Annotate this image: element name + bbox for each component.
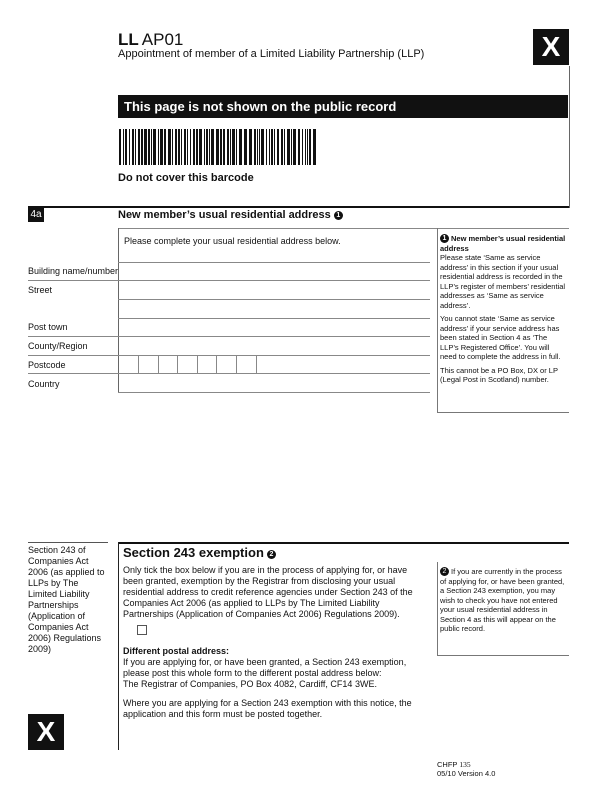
barcode-bar: [125, 129, 127, 165]
different-postal-address-body: If you are applying for, or have been granted, a Section 243 exemption, please post this whole form to the different postal address below: The Registrar of Companies, PO Box 4082, Cardiff, CF14 3WE.: [123, 657, 407, 689]
barcode-bar: [287, 129, 290, 165]
barcode-bar: [309, 129, 311, 165]
barcode-bar: [269, 129, 270, 165]
barcode-bar: [144, 129, 147, 165]
barcode-bar: [236, 129, 237, 165]
s243-side-rule: [28, 542, 108, 543]
postcode-input[interactable]: [28, 373, 430, 374]
barcode-bar: [138, 129, 140, 165]
barcode: [119, 129, 319, 165]
barcode-bar: [148, 129, 150, 165]
postcode-box-divider: [138, 355, 139, 373]
barcode-bar: [220, 129, 222, 165]
postcode-box-divider: [256, 355, 257, 373]
s243-exemption-checkbox[interactable]: [137, 625, 147, 635]
barcode-bar: [232, 129, 235, 165]
barcode-bar: [158, 129, 159, 165]
field-column-rule: [118, 228, 119, 392]
note-1-icon: 1: [440, 234, 449, 243]
building-label: Building name/number: [28, 266, 119, 276]
field-line: [118, 262, 430, 263]
s243-body: Only tick the box below if you are in the process of applying for, or have been granted, exemption by the Registrar from disclosing your usual residential address to credit reference agencies under Section 243 of the Companies Act 2006 (as applied to LLPs by The Limited Liability Partnerships (Application of Companies Act 2006) Regulations 2009).: [123, 565, 413, 619]
form-version: CHFP 135 05/10 Version 4.0: [437, 760, 496, 778]
barcode-bar: [305, 129, 306, 165]
barcode-bar: [193, 129, 195, 165]
street-input-line-1[interactable]: [118, 299, 430, 300]
barcode-bar: [190, 129, 191, 165]
barcode-note: Do not cover this barcode: [118, 172, 254, 184]
note-2-icon: 2: [267, 550, 276, 559]
barcode-bar: [196, 129, 198, 165]
barcode-bar: [254, 129, 256, 165]
postcode-box-divider: [177, 355, 178, 373]
form-code: LL AP01: [118, 30, 184, 49]
barcode-bar: [123, 129, 124, 165]
barcode-bar: [129, 129, 130, 165]
barcode-bar: [168, 129, 171, 165]
country-input[interactable]: [118, 392, 430, 393]
s243-left-rule: [118, 542, 119, 750]
barcode-bar: [172, 129, 173, 165]
s243-side-note: Section 243 of Companies Act 2006 (as applied to LLPs by The Limited Liability Partnerships (Application of Companies Act 2006) Regulations 2009): [28, 545, 105, 654]
barcode-bar: [211, 129, 214, 165]
barcode-bar: [178, 129, 180, 165]
barcode-bar: [277, 129, 279, 165]
postcode-box-divider: [158, 355, 159, 373]
barcode-bar: [293, 129, 296, 165]
note-2-text: 2 If you are currently in the process of applying for, or have been granted, a Section 243 exemption, you may wish to check you have not entered your usual residential address in Section 4 as this will appear on the public record.: [440, 567, 565, 633]
postcode-box-divider: [197, 355, 198, 373]
barcode-bar: [261, 129, 264, 165]
postcode-label: Postcode: [28, 360, 66, 370]
barcode-bar: [206, 129, 208, 165]
barcode-bar: [291, 129, 292, 165]
barcode-bar: [164, 129, 166, 165]
public-record-banner: This page is not shown on the public record: [118, 95, 568, 118]
barcode-bar: [259, 129, 260, 165]
x-mark-top: X: [533, 29, 569, 65]
barcode-bar: [132, 129, 134, 165]
section-tag: 4a: [28, 208, 44, 222]
barcode-bar: [199, 129, 202, 165]
postcode-box-divider: [236, 355, 237, 373]
barcode-bar: [184, 129, 186, 165]
county-input[interactable]: [28, 355, 430, 356]
barcode-bar: [239, 129, 242, 165]
barcode-bar: [181, 129, 182, 165]
barcode-bar: [257, 129, 258, 165]
barcode-bar: [313, 129, 316, 165]
barcode-bar: [160, 129, 163, 165]
s243-title: Section 243 exemption 2: [123, 545, 276, 560]
barcode-bar: [119, 129, 121, 165]
barcode-bar: [204, 129, 205, 165]
barcode-bar: [230, 129, 231, 165]
country-label: Country: [28, 379, 60, 389]
post-town-label: Post town: [28, 322, 68, 332]
barcode-bar: [271, 129, 273, 165]
barcode-bar: [302, 129, 303, 165]
barcode-bar: [209, 129, 210, 165]
note-2-icon: 2: [440, 567, 449, 576]
post-town-input[interactable]: [28, 336, 430, 337]
barcode-bar: [153, 129, 156, 165]
barcode-bar: [249, 129, 252, 165]
note-1-text: 1 New member’s usual residential address Please state ‘Same as service address’ in this section if your usual residential address is recorded in the LLP’s register of members’ residential addresses as ‘Same as service address’. You cannot state ‘Same as service address’ if your service address has been stated in Section 4 as ‘The LLP’s Registered Office’. You will need to complete the address in full. This cannot be a PO Box, DX or LP (Legal Post in Scotland) number.: [440, 234, 566, 384]
section-4a-title: New member’s usual residential address 1: [118, 209, 343, 221]
s243-rule: [118, 542, 569, 544]
different-postal-address-title: Different postal address:: [123, 646, 230, 656]
barcode-bar: [266, 129, 267, 165]
note-1-icon: 1: [334, 211, 343, 220]
barcode-bar: [227, 129, 229, 165]
barcode-bar: [187, 129, 188, 165]
street-label: Street: [28, 285, 53, 295]
street-input-line-2[interactable]: [118, 318, 430, 319]
x-mark-bottom: X: [28, 714, 64, 750]
section-4a-rule: [28, 206, 569, 208]
form-title: Appointment of member of a Limited Liability Partnership (LLP): [118, 48, 425, 60]
right-rule: [569, 66, 570, 208]
barcode-bar: [141, 129, 143, 165]
postcode-box-divider: [216, 355, 217, 373]
barcode-bar: [244, 129, 247, 165]
barcode-bar: [135, 129, 136, 165]
barcode-bar: [175, 129, 177, 165]
barcode-bar: [284, 129, 285, 165]
barcode-bar: [216, 129, 219, 165]
barcode-bar: [223, 129, 225, 165]
building-input[interactable]: [28, 280, 430, 281]
county-label: County/Region: [28, 341, 88, 351]
s243-posting-note: Where you are applying for a Section 243 exemption with this notice, the application and this form must be posted together.: [123, 698, 412, 719]
address-intro: Please complete your usual residential address below.: [124, 236, 341, 246]
postcode-box-top: [256, 355, 274, 356]
barcode-bar: [151, 129, 152, 165]
barcode-bar: [281, 129, 283, 165]
barcode-bar: [307, 129, 308, 165]
barcode-bar: [274, 129, 275, 165]
barcode-bar: [298, 129, 300, 165]
